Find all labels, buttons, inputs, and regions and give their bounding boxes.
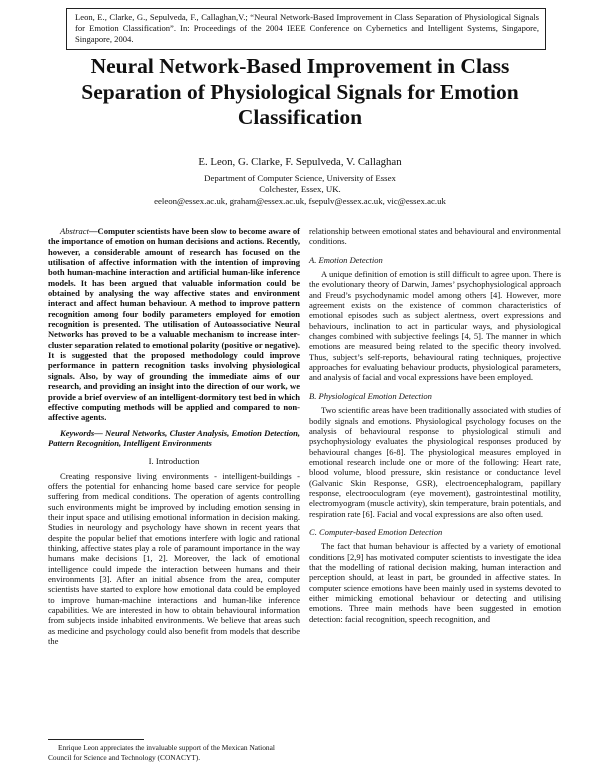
computer-based-text: The fact that human behaviour is affected by a variety of emotional conditions [2,9] has motivated computer scientists to investigate the idea that the modelling of rational decision making, human interaction and perception should, at least in part, be grounded in affective states. In computer science emotions have been mainly used in systems devoted to either mimicking emotional behaviour or detecting and utilising emotions. Three main methods have been suggested in emotion detection: facial recognition, speech recognition, and [309,541,561,624]
footnote-line-2: Council for Science and Technology (CONACYT). [48,752,201,762]
authors: E. Leon, G. Clarke, F. Sepulveda, V. Callaghan [198,156,402,168]
introduction-text: Creating responsive living environments - intelligent-buildings - offers the potential for enhancing home based care service for people suffering from medical conditions. The operation of agents controlling such environments might be improved by including emotion sensing in their input space and utilising emotional information in decision making. Studies in neurology and psychology have shown in recent years that despite the popular belief that emotions interfere with logic and rational thinking, affective states play a role of paramount importance in the way humans make decisions [1, 2]. Moreover, the lack of emotional intelligence could impede the interaction between humans and their environments [3]. After an initial absence from the area, computer scientists have started to explore how emotional data could be employed to improve human-machine interactions and human-like inference capabilities. We are interested in how to obtain behavioural information from subjects inside inhabited environments. We believe that areas such as medicine and psychology could also benefit from models that describe the [48,470,300,647]
subsection-heading-computer-based: C. Computer-based Emotion Detection [309,526,443,537]
emotion-detection-text: A unique definition of emotion is still difficult to agree upon. There is the evolutionary theory of Darwin, James’ psychophysiological approach and Freud’s psychodynamic model among others [4]. However, more agreement exists on the existence of common characteristics of emotional episodes such as subject alertness, overt expressions and behaviours, inclination to act in particular ways, and physiological changes combined with subjective feelings [4, 5]. The manner in which emotions are measured being related to the specific theory involved. Thus, subject’s self-reports, behavioural rating techniques, projective approaches for evaluating behaviour products, physiological parameters, and analysis of facial and vocal expressions have been employed. [309,269,561,383]
abstract-lead: Abstract [60,226,89,236]
footnote [48,743,300,762]
affiliation-emails: eeleon@essex.ac.uk, graham@essex.ac.uk, fsepulv@essex.ac.uk, vic@essex.ac.uk [154,195,446,206]
intro-continuation: relationship between emotional states and behavioural and environmental conditions. [309,226,561,247]
right-column [309,226,561,624]
affiliation-location: Colchester, Essex, UK. [259,184,341,195]
affiliation-department: Department of Computer Science, University of Essex [204,173,396,183]
physiological-text: Two scientific areas have been traditionally associated with studies of bodily signals and emotions. Physiological psychology focuses on the analysis of behavioural response to physiological stimuli and psychophysiology evaluates the physiological responses produced by behavioural changes [6-8]. The physiological measures employed in emotional research include one or more of the following: Heart rate, blood volume, blood pressure, skin resistance or conductance level (Galvanic Skin Response, GSR), electroencephalogram, papillary response, electrooculogram (eye movement), gastrointestinal motility, electromyogram (muscle activity), skin temperature, brain potentials, and respiration rate [6]. Facial and vocal expressions are also often used. [309,405,561,519]
footnote-line-1: Enrique Leon appreciates the invaluable support of the Mexican National [58,743,275,752]
citation-box: Leon, E., Clarke, G., Sepulveda, F., Callaghan,V.; “Neural Network-Based Improvement in Class Separation of Physiological Signals for Emotion Classification”. In: Proceedings of the 2004 IEEE Conference on Cybernetics and Intelligent Systems, Singapore, Singapore, 2004. [66,8,546,50]
left-column [48,226,300,646]
footnote-rule [48,739,144,740]
affiliation [40,173,560,207]
subsection-heading-emotion-detection: A. Emotion Detection [309,254,383,265]
abstract-text: —Computer scientists have been slow to become aware of the importance of emotion on human decisions and actions. Recently, however, a considerable amount of research has focused on the utilisation of affective information with the intention of improving both human-machine interaction and artificial human-like inference models. It has been argued that valuable information could be obtained by analysing the way affective states and environment interact and affect human behaviour. A method to improve pattern recognition among four bodily parameters employed for emotion recognition is presented. The utilisation of Autoassociative Neural Networks has proved to be a valuable mechanism to increase inter-cluster separation related to emotional polarity (positive or negative). It is suggested that the proposed methodology could improve performance in pattern recognition tasks involving physiological signals. Also, by way of grounding the immediate aims of our research, and providing an insight into the direction of our work, we provide a brief overview of an intelligent-dormitory test bed in which effective computing methods will be applied and compared to non-affective agents. [48,226,300,423]
keywords: Keywords— Neural Networks, Cluster Analysis, Emotion Detection, Pattern Recognition, Intelligent Environments [48,427,300,448]
paper-title: Neural Network-Based Improvement in Class Separation of Physiological Signals for Emotion Classification [81,54,519,129]
section-heading-introduction: I. Introduction [148,456,200,467]
subsection-heading-physiological: B. Physiological Emotion Detection [309,390,432,401]
abstract [48,226,300,423]
